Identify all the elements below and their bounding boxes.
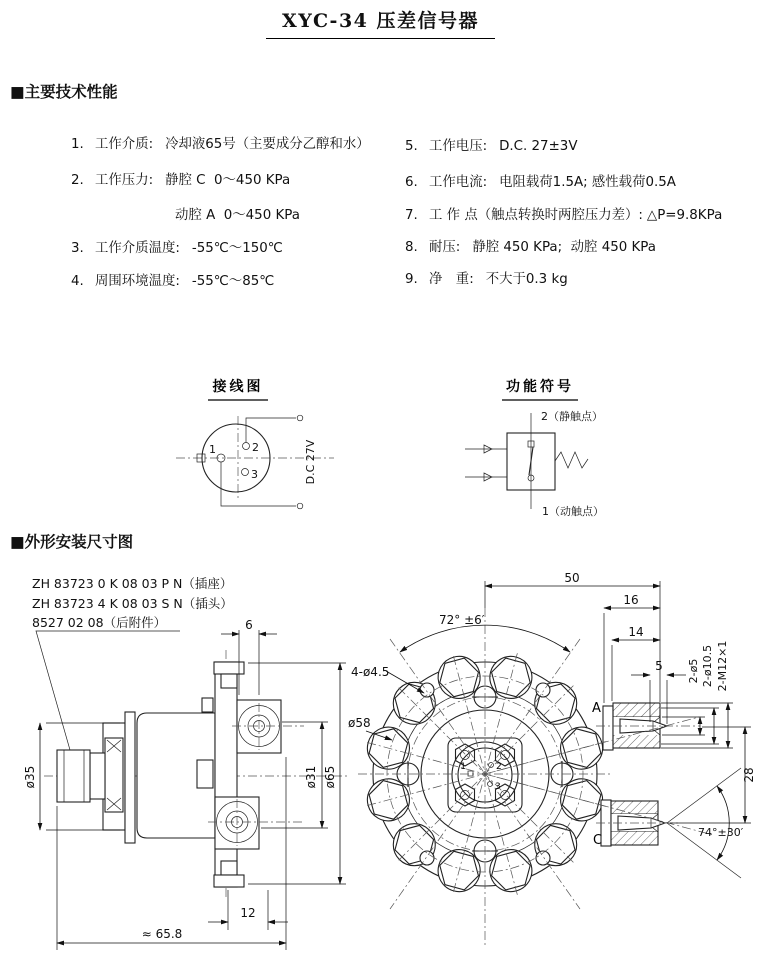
dim-d12: 12 [240,906,256,920]
mount-plate [125,712,135,843]
pin-3-label: 3 [251,468,258,481]
dim-d35: ø35 [23,765,37,789]
spec-value: 不大于0.3 kg [485,272,568,287]
pin-2-label: 2 [252,441,259,454]
dim-d58: ø58 [348,716,371,730]
voltage-label: D.C 27V [304,439,317,485]
dim-holes4: 4-ø4.5 [351,665,390,679]
part-number-line: ZH 83723 0 K 08 03 P N（插座） [32,576,233,591]
spec-value: -55℃～85℃ [191,274,275,289]
pin-2-label: 2 [496,762,502,772]
dim-a74: 74°±30′ [698,826,744,839]
side-tab [202,698,213,712]
top-cap [214,662,244,674]
spec-num: 4. [71,274,84,289]
section-header-specs: ■主要技术性能 [10,83,118,101]
spec-num: 7. [405,208,418,223]
section-header-outline: ■外形安装尺寸图 [10,533,134,551]
part-number-line: 8527 02 08（后附件） [32,615,167,630]
spec-value: 动腔 A 0～450 KPa [175,208,300,223]
bottom-boss [221,861,237,875]
terminal-bottom [297,503,303,509]
static-contact-label: 2（静触点） [541,410,603,423]
center-plug-side [197,760,213,788]
spec-value: 电阻载荷1.5A; 感性载荷0.5A [499,175,676,190]
port-c-label: C [593,833,603,848]
spec-value: -55℃～150℃ [191,241,283,256]
spec-value: 静腔 C 0～450 KPa [165,173,291,188]
spec-num: 1. [71,137,84,152]
dim-d50: 50 [564,571,580,585]
spec-value: D.C. 27±3V [499,139,578,154]
flange-column [215,662,237,887]
pin-3 [242,469,249,476]
top-boss [221,674,237,688]
spec-label: 周围环境温度: [95,274,180,289]
dim-d16: 16 [623,593,639,607]
outline-drawing [0,555,761,971]
knurl-ring [105,738,123,812]
function-symbol [450,372,655,527]
spring-icon [555,452,588,468]
wiring-title: 接线图 [212,379,264,395]
dim-d6: 6 [245,618,253,632]
pin-1-label: 1 [460,762,466,772]
plug-collar [90,753,105,799]
part-number-line: ZH 83723 4 K 08 03 S N（插头） [32,596,233,611]
spec-num: 3. [71,241,84,256]
spec-row [388,253,568,302]
dim-d658: ≈ 65.8 [141,927,183,941]
wiring-diagram [160,372,350,532]
dim-2xd105: 2-ø10.5 [701,644,714,688]
moving-contact-label: 1（动触点） [542,505,604,518]
bottom-cap [214,875,244,887]
spec-label: 工作电压: [429,139,488,154]
spec-label: 净 重: [429,272,474,287]
dim-2xm12: 2-M12×1 [716,640,729,692]
dim-d5: 5 [655,659,663,673]
spec-num: 5. [405,139,418,154]
dim-d31: ø31 [304,765,318,789]
dim-d14: 14 [628,625,644,639]
spec-value: △P=9.8KPa [646,208,723,223]
page-title: XYC-34 压差信号器 [266,6,495,39]
dim-2xd5: 2-ø5 [687,658,700,684]
spec-label: 工 作 点（触点转换时两腔压力差）: [429,208,643,223]
spec-num: 8. [405,240,418,255]
spec-label: 工作介质温度: [95,241,180,256]
dim-a72: 72° ±6′ [439,613,485,627]
spec-value: 静腔 450 KPa; 动腔 450 KPa [472,240,656,255]
spec-value: 冷却液65号（主要成分乙醇和水） [165,137,370,152]
spec-label: 工作压力: [95,173,154,188]
dim-d65: ø65 [323,765,337,789]
spec-label: 工作介质: [95,137,154,152]
spec-num: 6. [405,175,418,190]
spec-label: 工作电流: [429,175,488,190]
terminal-top [297,415,303,421]
pin-3-label: 3 [495,782,501,792]
spec-num: 2. [71,173,84,188]
plug-barrel [57,750,90,802]
spec-num: 9. [405,272,418,287]
pin-2 [243,443,250,450]
dim-d28: 28 [742,767,756,783]
spec-label: 耐压: [429,240,461,255]
pin-1-label: 1 [209,443,216,456]
spec-row [54,255,274,304]
port-a [603,703,667,750]
port-a-label: A [592,701,601,716]
page-title-wrap [0,6,761,39]
symbol-title: 功能符号 [506,379,574,395]
wire-pin2 [246,418,296,442]
